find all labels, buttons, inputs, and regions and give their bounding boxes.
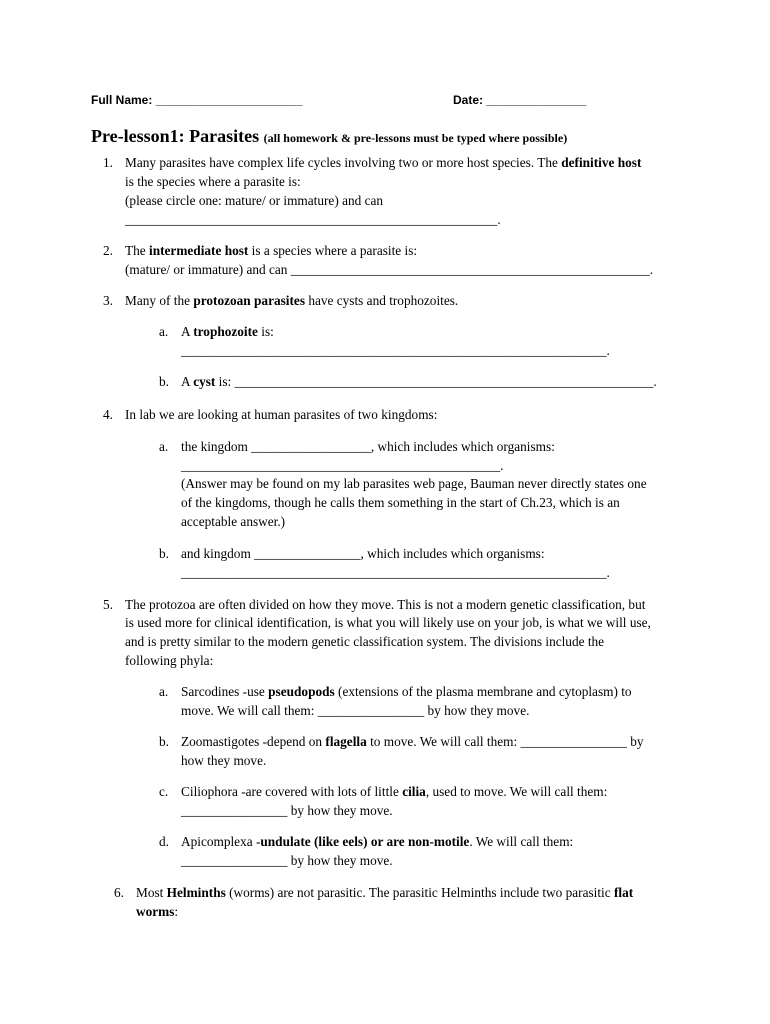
q4a-note-line1: (Answer may be found on my lab parasites web page, Bauman never directly states one [181,476,647,491]
q5c-line2[interactable]: ________________ by how they move. [181,803,393,818]
q5b-line2: how they move. [181,753,267,768]
q5a-term: pseudopods [268,684,335,699]
q2-line1 [125,241,417,260]
q1-line3: (please circle one: mature/ or immature) and can [125,193,384,208]
q3b-term: cyst [193,374,216,389]
q3a-blank[interactable]: ________________________________________________________________. [181,343,610,358]
q6-text-a: Most [136,885,167,900]
q5d-line2[interactable]: ________________ by how they move. [181,853,393,868]
title-main: Pre-lesson1: Parasites [91,126,260,146]
q5c-letter: c. [159,784,169,799]
q5a-line1 [181,682,632,701]
q3a-text-b: is: [257,324,274,339]
q4b-line1[interactable]: and kingdom ________________, which includes which organisms: [181,546,545,561]
q6-line1 [136,883,633,902]
q1-line1 [125,153,641,172]
page-title [91,126,567,147]
q6-colon: : [174,904,179,919]
q5c-text-b: , used to move. We will call them: [425,784,608,799]
q5a-letter: a. [159,684,169,699]
q4a-blank[interactable]: ________________________________________________. [181,458,504,473]
q3b-letter: b. [159,374,169,389]
q5-line1: The protozoa are often divided on how they move. This is not a modern genetic classification, but [125,597,646,612]
q5c-line1 [181,782,607,801]
q1-line2: is the species where a parasite is: [125,174,301,189]
q3-text-a: Many of the [125,293,194,308]
q4b-letter: b. [159,546,169,561]
full-name-field[interactable]: Full Name: ______________________ [91,93,303,107]
q5d-text-b: . We will call them: [469,834,574,849]
q6-text-b: (worms) are not parasitic. The parasitic Helminths include two parasitic [225,885,614,900]
q5c-term: cilia [402,784,426,799]
q3b-line1[interactable] [181,372,657,391]
date-field[interactable]: Date: _______________ [453,93,587,107]
q5b-text-b: to move. We will call them: ________________ by [366,734,644,749]
q4a-line1[interactable]: the kingdom __________________, which includes which organisms: [181,439,555,454]
q1-blank[interactable]: ________________________________________________________. [125,212,501,227]
q4-number: 4. [103,407,113,422]
q5d-text-a: Apicomplexa - [181,834,261,849]
q6-number: 6. [114,885,124,900]
q2-number: 2. [103,243,113,258]
q2-blank[interactable]: (mature/ or immature) and can ______________________________________________________. [125,262,654,277]
q2-term: intermediate host [149,243,249,258]
q5d-letter: d. [159,834,169,849]
q6-term-helminths: Helminths [166,885,226,900]
q6-line2 [136,902,178,921]
q3a-text-a: A [181,324,194,339]
q5-number: 5. [103,597,113,612]
q3-number: 3. [103,293,113,308]
q3a-letter: a. [159,324,169,339]
q5-line3: and is pretty similar to the modern genetic classification system. The divisions include the [125,634,605,649]
q5a-text-b: (extensions of the plasma membrane and cytoplasm) to [334,684,632,699]
q3-term: protozoan parasites [193,293,305,308]
q1-number: 1. [103,155,113,170]
q6-term-flat: flat [613,885,634,900]
q5c-text-a: Ciliophora -are covered with lots of little [181,784,403,799]
q5b-text-a: Zoomastigotes -depend on [181,734,326,749]
q2-text-a: The [125,243,149,258]
q5d-term: undulate (like eels) or are non-motile [260,834,470,849]
q4a-note-line2: of the kingdoms, though he calls them something in the start of Ch.23, which is an [181,495,620,510]
q5d-line1 [181,832,573,851]
q4a-letter: a. [159,439,169,454]
q5b-term: flagella [325,734,367,749]
q4-line1: In lab we are looking at human parasites of two kingdoms: [125,407,438,422]
q4b-blank[interactable]: ________________________________________________________________. [181,565,610,580]
q3-line1 [125,291,458,310]
q5a-line2[interactable]: move. We will call them: ________________ by how they move. [181,703,530,718]
q3a-line1 [181,322,274,341]
q5a-text-a: Sarcodines -use [181,684,269,699]
q2-text-b: is a species where a parasite is: [248,243,418,258]
q5-line4: following phyla: [125,653,214,668]
q3b-text-b: is: _______________________________________________________________. [215,374,657,389]
q3b-text-a: A [181,374,194,389]
q3-text-b: have cysts and trophozoites. [305,293,459,308]
title-note: (all homework & pre-lessons must be typed where possible) [263,131,568,145]
q6-term-worms: worms [136,904,175,919]
q3a-term: trophozoite [193,324,258,339]
q1-term: definitive host [561,155,642,170]
q1-text: Many parasites have complex life cycles involving two or more host species. The [125,155,562,170]
q4a-note-line3: acceptable answer.) [181,514,286,529]
q5b-letter: b. [159,734,169,749]
q5b-line1[interactable] [181,732,644,751]
q5-line2: is used more for clinical identification, is what you will likely use on your job, is what we will use, [125,615,651,630]
